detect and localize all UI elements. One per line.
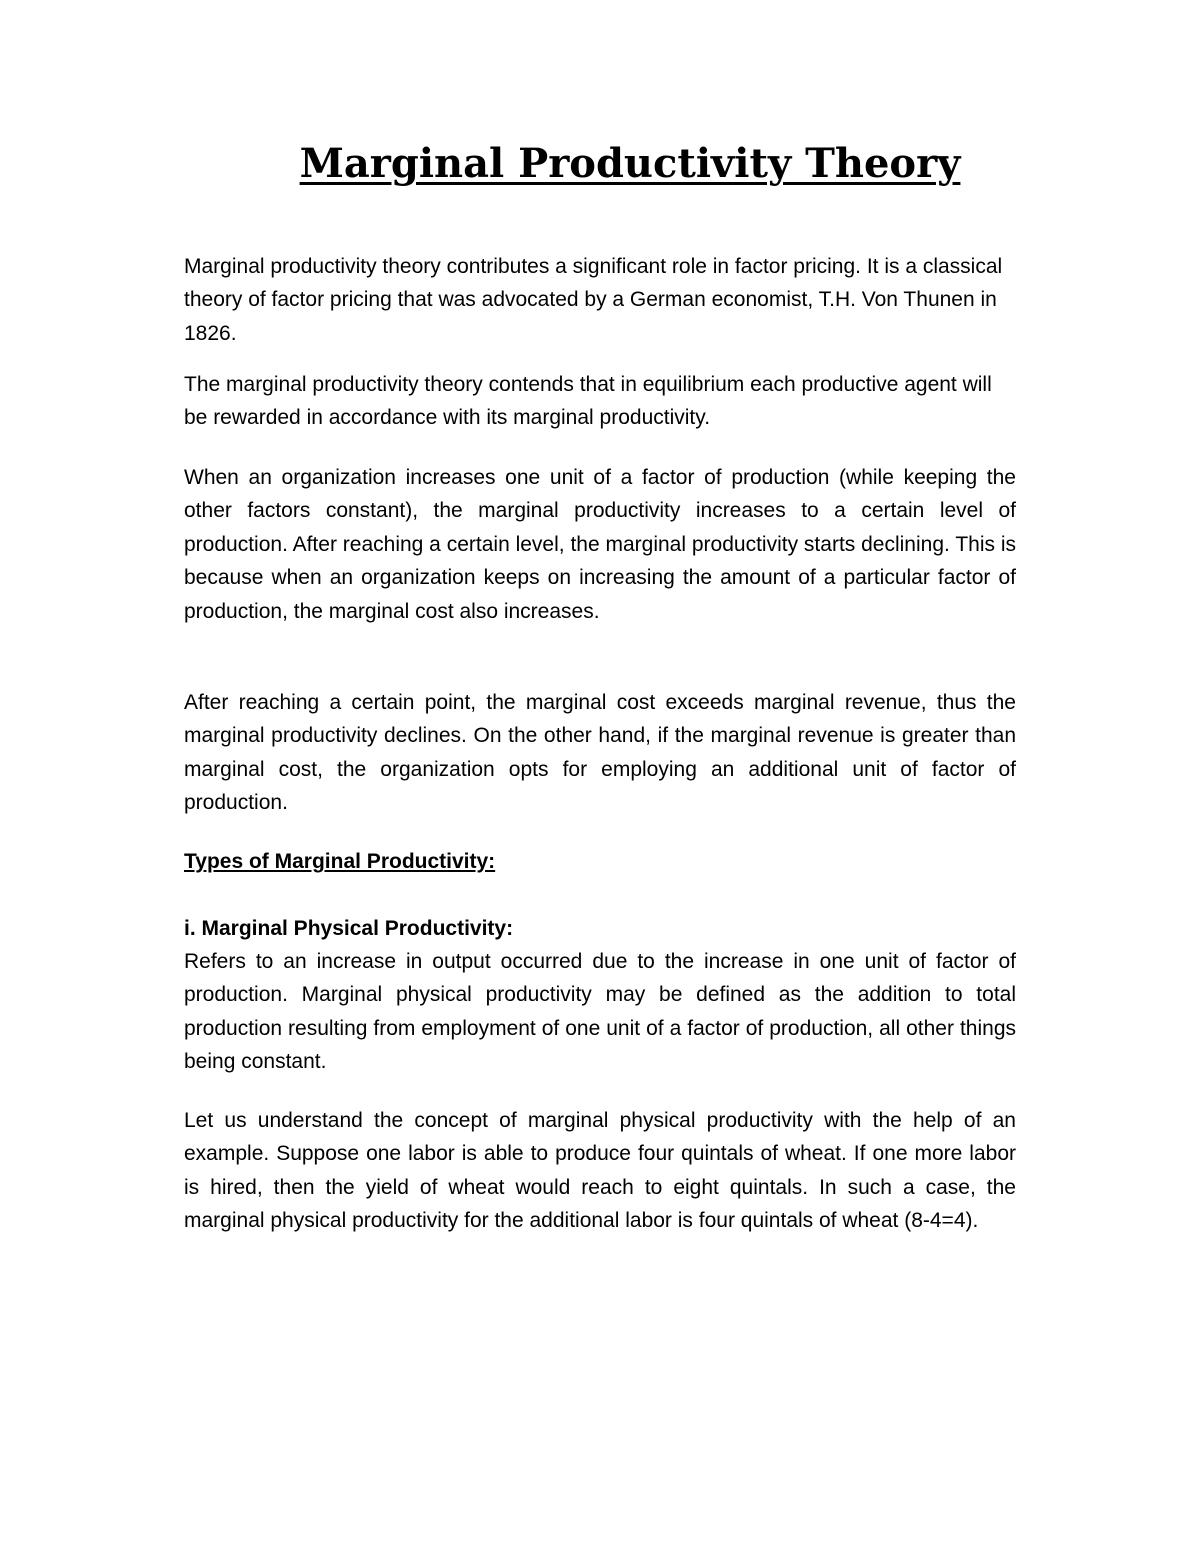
paragraph-mpp-definition: Refers to an increase in output occurred due to the increase in one unit of factor of production. Marginal physical productivity may be defined as the addition to total production resulting from employment of one unit of a factor of production, all other things being constant.	[184, 950, 1016, 1074]
paragraph-theory-contention: The marginal productivity theory contends that in equilibrium each productive agent will be rewarded in accordance with its marginal productivity.	[184, 373, 992, 430]
paragraph-marginal-cost: After reaching a certain point, the marginal cost exceeds marginal revenue, thus the marginal productivity declines. On the other hand, if the marginal revenue is greater than marginal cost, the organization opts for employing an additional unit of factor of production.	[184, 691, 1016, 815]
document-title: Marginal Productivity Theory	[299, 140, 961, 187]
subheading-marginal-physical-productivity: i. Marginal Physical Productivity:	[184, 917, 514, 940]
paragraph-mpp-example: Let us understand the concept of marginal physical productivity with the help of an example. Suppose one labor is able to produce four quintals of wheat. If one more labor is hired, then the yield of wheat would reach to eight quintals. In such a case, the marginal physical productivity for the additional labor is four quintals of wheat (8-4=4).	[184, 1109, 1016, 1233]
section-heading-types: Types of Marginal Productivity:	[184, 850, 496, 873]
paragraph-factor-increase: When an organization increases one unit of a factor of production (while keeping the other factors constant), the marginal productivity increases to a certain level of production. After reaching a certain level, the marginal productivity starts declining. This is because when an organization keeps on increasing the amount of a particular factor of production, the marginal cost also increases.	[184, 466, 1016, 623]
paragraph-intro: Marginal productivity theory contributes a significant role in factor pricing. It is a classical theory of factor pricing that was advocated by a German economist, T.H. Von Thunen in 1826.	[184, 255, 1003, 345]
